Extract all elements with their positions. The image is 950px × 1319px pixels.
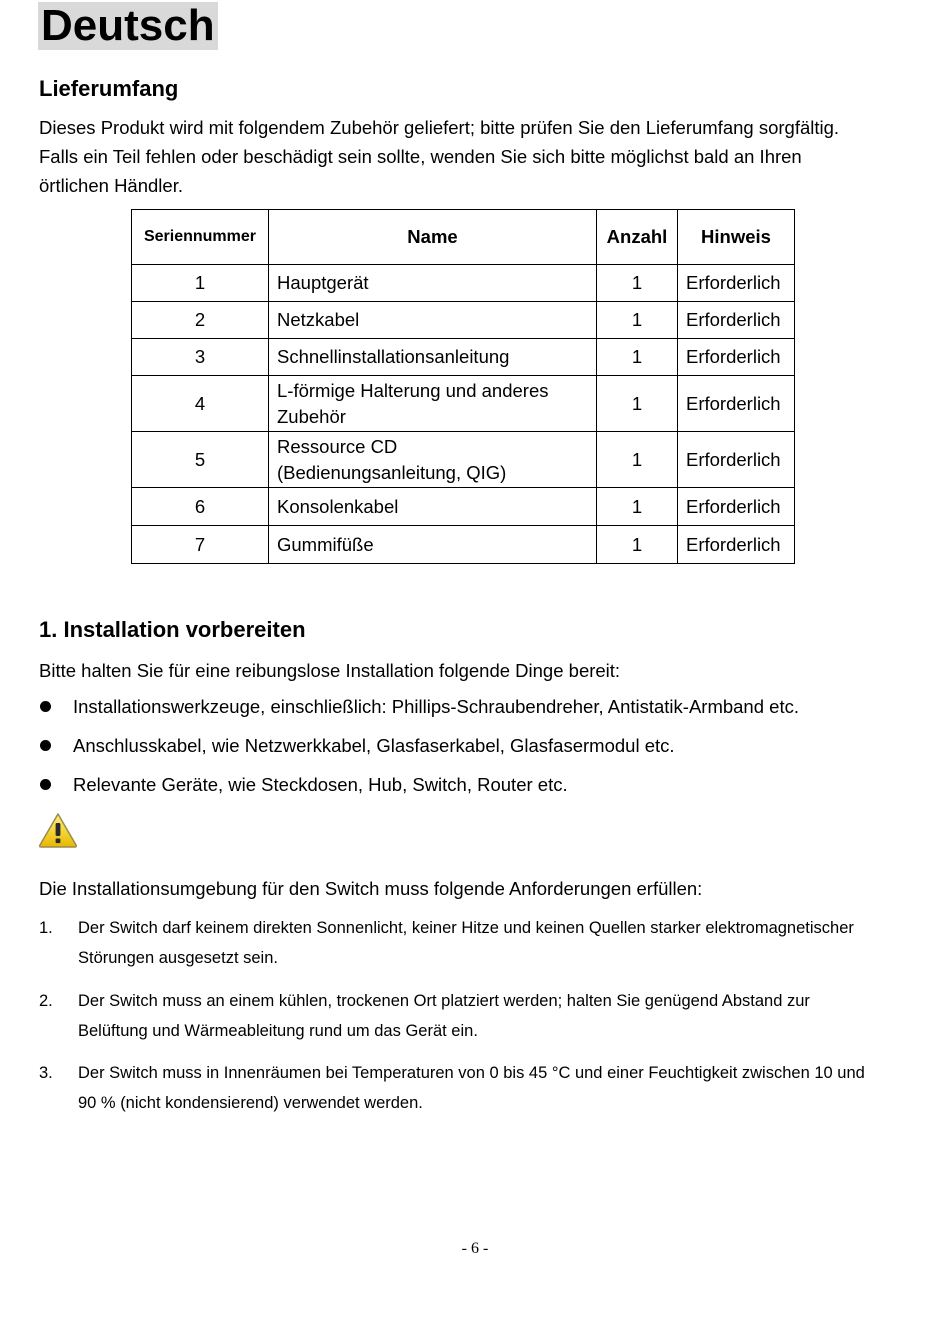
requirements-intro: Die Installationsumgebung für den Switch muss folgende Anforderungen erfüllen: [39, 878, 703, 899]
table-row [132, 488, 795, 526]
warning-triangle-icon [38, 812, 78, 848]
list-number: 1. [39, 919, 53, 937]
column-header-serial: Seriennummer [132, 210, 269, 265]
cell-name: Schnellinstallationsanleitung [269, 339, 597, 376]
delivery-intro [39, 113, 919, 200]
list-text-line: Störungen ausgesetzt sein. [78, 948, 278, 967]
prepare-intro: Bitte halten Sie für eine reibungslose Installation folgende Dinge bereit: [39, 660, 621, 681]
cell-note: Erforderlich [678, 376, 795, 432]
cell-name [269, 376, 597, 432]
cell-serial: 5 [132, 432, 269, 488]
cell-name: Hauptgerät [269, 265, 597, 302]
language-title: Deutsch [38, 2, 218, 50]
list-text-line: 90 % (nicht kondensierend) verwendet werden. [78, 1093, 423, 1112]
table-row [132, 376, 795, 432]
column-header-note: Hinweis [678, 210, 795, 265]
list-text-line: Der Switch muss in Innenräumen bei Temperaturen von 0 bis 45 °C und einer Feuchtigkeit zwischen 10 und [78, 1064, 865, 1082]
cell-serial: 6 [132, 488, 269, 526]
cell-qty: 1 [597, 526, 678, 564]
list-number: 3. [39, 1064, 53, 1082]
list-text-line: Der Switch muss an einem kühlen, trockenen Ort platziert werden; halten Sie genügend Abstand zur [78, 992, 810, 1010]
cell-serial: 7 [132, 526, 269, 564]
cell-qty: 1 [597, 488, 678, 526]
delivery-table [131, 209, 795, 564]
table-header-row [132, 210, 795, 265]
cell-qty: 1 [597, 302, 678, 339]
list-text [78, 987, 898, 1046]
cell-name-line: L-förmige Halterung und anderes [277, 379, 549, 401]
cell-note: Erforderlich [678, 432, 795, 488]
cell-name-line: (Bedienungsanleitung, QIG) [277, 461, 507, 483]
cell-qty: 1 [597, 339, 678, 376]
cell-serial: 3 [132, 339, 269, 376]
bullet-text: Anschlusskabel, wie Netzwerkkabel, Glasfaserkabel, Glasfasermodul etc. [73, 735, 675, 756]
cell-note: Erforderlich [678, 302, 795, 339]
prepare-heading: 1. Installation vorbereiten [39, 617, 306, 642]
delivery-intro-line: örtlichen Händler. [39, 175, 183, 196]
cell-qty: 1 [597, 265, 678, 302]
bullet-icon [40, 701, 51, 712]
table-row [132, 432, 795, 488]
cell-qty: 1 [597, 376, 678, 432]
cell-note: Erforderlich [678, 488, 795, 526]
bullet-text: Relevante Geräte, wie Steckdosen, Hub, Switch, Router etc. [73, 774, 568, 795]
cell-name: Konsolenkabel [269, 488, 597, 526]
bullet-icon [40, 740, 51, 751]
delivery-intro-line: Dieses Produkt wird mit folgendem Zubehör geliefert; bitte prüfen Sie den Lieferumfang sorgfältig. [39, 117, 840, 138]
table-row [132, 265, 795, 302]
bullet-icon [40, 779, 51, 790]
table-row [132, 302, 795, 339]
cell-name-line: Ressource CD [277, 435, 398, 457]
cell-note: Erforderlich [678, 526, 795, 564]
cell-note: Erforderlich [678, 265, 795, 302]
cell-qty: 1 [597, 432, 678, 488]
delivery-heading: Lieferumfang [39, 76, 179, 101]
page-number: - 6 - [461, 1240, 489, 1257]
bullet-text: Installationswerkzeuge, einschließlich: Phillips-Schraubendreher, Antistatik-Armband etc. [73, 696, 799, 717]
list-text-line: Belüftung und Wärmeableitung rund um das Gerät ein. [78, 1021, 478, 1040]
list-text [78, 914, 898, 973]
cell-serial: 4 [132, 376, 269, 432]
delivery-intro-line: Falls ein Teil fehlen oder beschädigt sein sollte, wenden Sie sich bitte möglichst bald an Ihren [39, 146, 802, 167]
list-text-line: Der Switch darf keinem direkten Sonnenlicht, keiner Hitze und keinen Quellen starker elektromagnetischer [78, 919, 854, 937]
column-header-qty: Anzahl [597, 210, 678, 265]
cell-serial: 2 [132, 302, 269, 339]
column-header-name: Name [269, 210, 597, 265]
list-text [78, 1059, 898, 1118]
cell-name [269, 432, 597, 488]
table-row [132, 339, 795, 376]
cell-serial: 1 [132, 265, 269, 302]
list-number: 2. [39, 992, 53, 1010]
cell-note: Erforderlich [678, 339, 795, 376]
table-row [132, 526, 795, 564]
cell-name-line: Zubehör [277, 405, 346, 427]
cell-name: Netzkabel [269, 302, 597, 339]
cell-name: Gummifüße [269, 526, 597, 564]
